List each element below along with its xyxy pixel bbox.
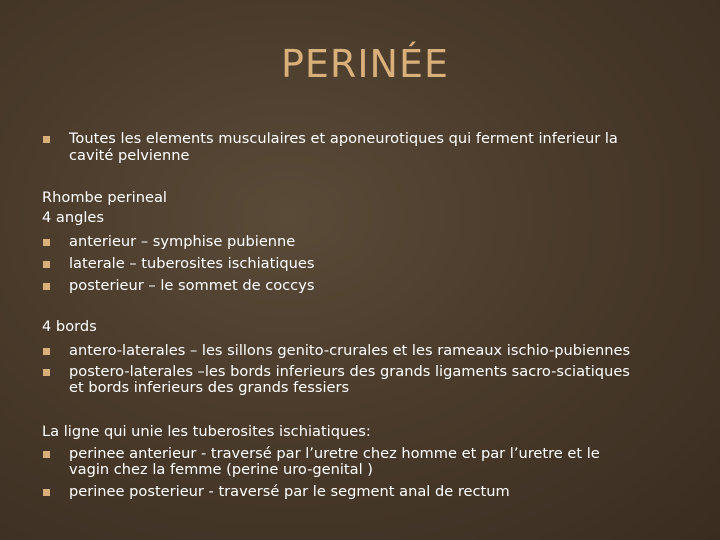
square-bullet-icon [43, 136, 50, 143]
square-bullet-icon [43, 261, 50, 268]
angle-item-anterieur [42, 234, 295, 250]
ligne-item-posterieur [42, 484, 510, 500]
bords-item-postero [42, 364, 630, 380]
slide-title: PERINÉE [281, 42, 449, 86]
square-bullet-icon [43, 489, 50, 496]
ligne-item-label: perinee posterieur - traversé par le segment anal de rectum [69, 483, 510, 500]
angle-item-label: anterieur – symphise pubienne [69, 233, 296, 250]
bords-item-antero [42, 343, 630, 359]
square-bullet-icon [43, 451, 50, 458]
square-bullet-icon [43, 239, 50, 246]
ligne-item-anterieur-cont: vagin chez la femme (perine uro-genital ) [69, 461, 373, 478]
angle-item-label: posterieur – le sommet de coccys [69, 277, 315, 294]
intro-line-2: cavité pelvienne [69, 147, 190, 164]
angle-item-label: laterale – tuberosites ischiatiques [69, 255, 315, 272]
bords-item-postero-cont: et bords inferieurs des grands fessiers [69, 379, 350, 396]
bords-item-label: postero-laterales –les bords inferieurs des grands ligaments sacro-sciatiques [69, 363, 630, 380]
ligne-item-label: perinee anterieur - traversé par l’uretre chez homme et par l’uretre et le [69, 445, 600, 462]
intro-line-1: Toutes les elements musculaires et aponeurotiques qui ferment inferieur la [69, 130, 618, 147]
square-bullet-icon [43, 348, 50, 355]
rhombe-heading: Rhombe perineal [42, 189, 167, 206]
square-bullet-icon [43, 369, 50, 376]
intro-bullet-item [42, 131, 618, 147]
angle-item-laterale [42, 256, 314, 272]
square-bullet-icon [43, 283, 50, 290]
angles-heading: 4 angles [42, 209, 105, 226]
ligne-item-anterieur [42, 446, 600, 462]
angle-item-posterieur [42, 278, 314, 294]
bords-item-label: antero-laterales – les sillons genito-crurales et les rameaux ischio-pubiennes [69, 342, 631, 359]
ligne-heading: La ligne qui unie les tuberosites ischiatiques: [42, 423, 371, 440]
bords-heading: 4 bords [42, 318, 97, 335]
